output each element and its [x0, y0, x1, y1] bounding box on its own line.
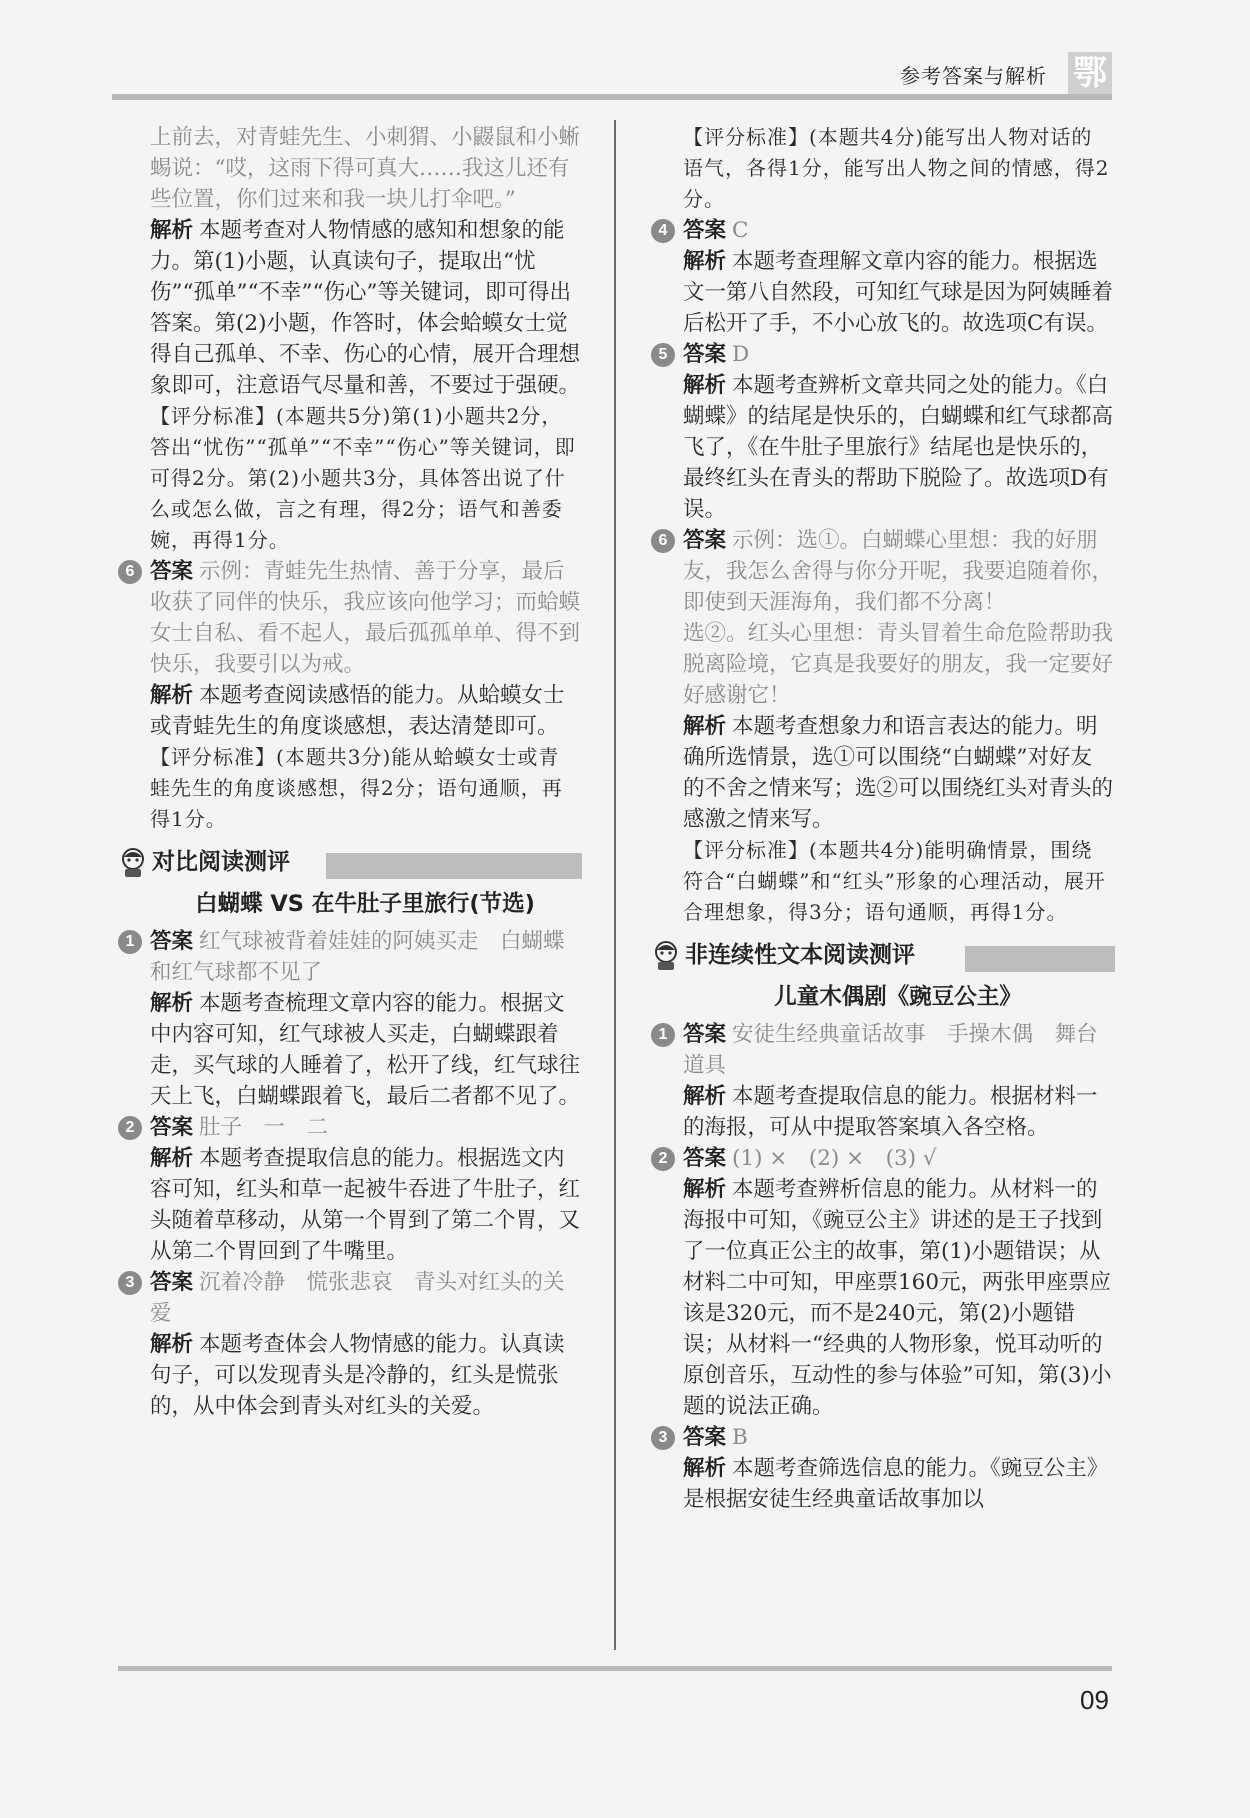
question-item — [658, 1143, 1113, 1422]
scoring-standard: 【评分标准】(本题共5分)第(1)小题共2分，答出“忧伤”“孤单”“不幸”“伤心”等关键词，即可得2分。第(2)小题共3分，具体答出说了什么或怎么做，言之有理，得2分；语气和善委婉，再得1分。 — [150, 404, 576, 552]
question-number-badge: 6 — [118, 560, 142, 584]
section-heading — [651, 938, 1113, 978]
analysis-text: 本题考查理解文章内容的能力。根据选文一第八自然段，可知红气球是因为阿姨睡着后松开了手，不小心放飞的。故选项C有误。 — [683, 249, 1114, 336]
analysis-text: 本题考查辨析信息的能力。从材料一的海报中可知，《豌豆公主》讲述的是王子找到了一位真正公主的故事，第(1)小题错误；从材料二中可知，甲座票160元，两张甲座票应该是320元，而不是240元，第(2)小题错误；从材料一“经典的人物形象，悦耳动听的原创音乐，互动性的参与体验”可知，第(3)小题的说法正确。 — [683, 1177, 1112, 1419]
section-heading — [118, 845, 580, 885]
question-number-badge: 3 — [651, 1426, 675, 1450]
question-number-badge: 2 — [118, 1116, 142, 1140]
question-number-badge: 1 — [118, 930, 142, 954]
question-item — [658, 1422, 1113, 1515]
answer-label: 答案 — [150, 1270, 194, 1295]
page-number: 09 — [1080, 1685, 1109, 1715]
analysis-label: 解析 — [683, 373, 727, 398]
scoring-standard: 【评分标准】(本题共4分)能写出人物对话的语气，各得1分，能写出人物之间的情感，得2分。 — [683, 125, 1110, 211]
analysis-text: 本题考查辨析文章共同之处的能力。《白蝴蝶》的结尾是快乐的，白蝴蝶和红气球都高飞了，《在牛肚子里旅行》结尾也是快乐的，最终红头在青头的帮助下脱险了。故选项D有误。 — [683, 373, 1114, 522]
answer-text: 示例：青蛙先生热情、善于分享，最后收获了同伴的快乐，我应该向他学习；而蛤蟆女士自私、看不起人，最后孤孤单单、得不到快乐，我要引以为戒。 — [150, 559, 581, 677]
analysis-text: 本题考查阅读感悟的能力。从蛤蟆女士或青蛙先生的角度谈感想，表达清楚即可。 — [150, 683, 565, 739]
answer-text: (1) × (2) × (3) √ — [732, 1146, 937, 1171]
answer-label: 答案 — [683, 528, 727, 553]
question-item — [658, 215, 1114, 339]
analysis-text: 本题考查提取信息的能力。根据材料一的海报，可从中提取答案填入各空格。 — [683, 1084, 1098, 1140]
question-item — [125, 1112, 581, 1267]
question-number-badge: 1 — [651, 1023, 675, 1047]
section-title: 对比阅读测评 — [152, 849, 290, 875]
section-title-bar — [326, 853, 582, 879]
analysis-text: 本题考查想象力和语言表达的能力。明确所选情景，选①可以围绕“白蝴蝶”对好友的不舍之情来写；选②可以围绕红头对青头的感激之情来写。 — [683, 714, 1114, 832]
answer-text: C — [732, 218, 749, 243]
reader-mascot-icon — [118, 847, 148, 879]
analysis-label: 解析 — [150, 1146, 194, 1171]
analysis-label: 解析 — [683, 1456, 727, 1481]
answer-label: 答案 — [150, 929, 194, 954]
question-number-badge: 5 — [651, 343, 675, 367]
analysis-text: 本题考查提取信息的能力。根据选文内容可知，红头和草一起被牛吞进了牛肚子，红头随着草移动，从第一个胃到了第二个胃，又从第二个胃回到了牛嘴里。 — [150, 1146, 581, 1264]
analysis-label: 解析 — [683, 714, 727, 739]
section-title: 非连续性文本阅读测评 — [685, 942, 915, 968]
analysis-label: 解析 — [683, 1084, 727, 1109]
right-column — [658, 122, 1114, 1515]
answer-label: 答案 — [150, 1115, 194, 1140]
analysis-label: 解析 — [150, 1332, 194, 1357]
question-item — [125, 556, 581, 835]
answer-text: 肚子 一 二 — [199, 1115, 329, 1140]
analysis-label: 解析 — [150, 991, 194, 1016]
analysis-text: 本题考查体会人物情感的能力。认真读句子，可以发现青头是冷静的，红头是慌张的，从中体会到青头对红头的关爱。 — [150, 1332, 565, 1419]
answer-label: 答案 — [683, 1146, 727, 1171]
left-column — [125, 122, 581, 1422]
answer-label: 答案 — [150, 559, 194, 584]
column-divider — [614, 120, 616, 1650]
question-item — [125, 926, 581, 1112]
scoring-standard: 【评分标准】(本题共4分)能明确情景，围绕符合“白蝴蝶”和“红头”形象的心理活动，展开合理想象，得3分；语句通顺，再得1分。 — [683, 838, 1106, 924]
scoring-standard: 【评分标准】(本题共3分)能从蛤蟆女士或青蛙先生的角度谈感想，得2分；语句通顺，再得1分。 — [150, 745, 563, 831]
reading-subtitle: 白蝴蝶 VS 在牛肚子里旅行(节选) — [195, 891, 535, 917]
analysis-label: 解析 — [150, 683, 194, 708]
analysis-label: 解析 — [150, 218, 194, 243]
section-title-bar — [965, 946, 1115, 972]
analysis-text: 本题考查梳理文章内容的能力。根据文中内容可知，红气球被人买走，白蝴蝶跟着走，买气球的人睡着了，松开了线，红气球往天上飞，白蝴蝶跟着飞，最后二者都不见了。 — [150, 991, 581, 1109]
answer-text: 红气球被背着娃娃的阿姨买走 白蝴蝶和红气球都不见了 — [150, 929, 565, 985]
answer-text: 示例：选①。白蝴蝶心里想：我的好朋友，我怎么舍得与你分开呢，我要追随着你，即使到天涯海角，我们都不分离！ — [683, 528, 1114, 615]
answer-text: B — [732, 1425, 748, 1450]
analysis-label: 解析 — [683, 249, 727, 274]
footer-rule — [118, 1666, 1112, 1671]
question-item — [658, 339, 1114, 525]
answer-label: 答案 — [683, 1022, 727, 1047]
header-rule — [112, 94, 1112, 100]
question-number-badge: 6 — [651, 529, 675, 553]
question-item — [658, 525, 1114, 928]
question-number-badge: 2 — [651, 1147, 675, 1171]
region-tag: 鄂 — [1068, 52, 1112, 94]
analysis-label: 解析 — [683, 1177, 727, 1202]
analysis-text: 本题考查筛选信息的能力。《豌豆公主》是根据安徒生经典童话故事加以 — [683, 1456, 1109, 1512]
answer-label: 答案 — [683, 342, 727, 367]
reading-subtitle: 儿童木偶剧《豌豆公主》 — [774, 984, 1022, 1010]
analysis-text: 本题考查对人物情感的感知和想象的能力。第(1)小题，认真读句子，提取出“忧伤”“孤单”“不幸”“伤心”等关键词，即可得出答案。第(2)小题，作答时，体会蛤蟆女士觉得自己孤单、不幸、伤心的心情，展开合理想象即可，注意语气尽量和善，不要过于强硬。 — [150, 218, 581, 398]
question-item — [658, 1019, 1113, 1143]
reader-mascot-icon — [651, 940, 681, 972]
answer-text: D — [732, 342, 750, 367]
question-number-badge: 3 — [118, 1271, 142, 1295]
question-item — [125, 1267, 580, 1422]
answer-label: 答案 — [683, 1425, 727, 1450]
answer-text: 沉着冷静 慌张悲哀 青头对红头的关爱 — [150, 1270, 565, 1326]
answer-label: 答案 — [683, 218, 727, 243]
running-header: 参考答案与解析 — [900, 64, 1047, 88]
answer-text: 安徒生经典童话故事 手操木偶 舞台道具 — [683, 1022, 1098, 1078]
answer-text-alt: 选②。红头心里想：青头冒着生命危险帮助我脱离险境，它真是我要好的朋友，我一定要好好感谢它！ — [683, 621, 1114, 708]
continued-answer: 上前去，对青蛙先生、小刺猬、小鼹鼠和小蜥蜴说：“哎，这雨下得可真大……我这儿还有些位置，你们过来和我一块儿打伞吧。” — [150, 125, 581, 212]
question-number-badge: 4 — [651, 219, 675, 243]
